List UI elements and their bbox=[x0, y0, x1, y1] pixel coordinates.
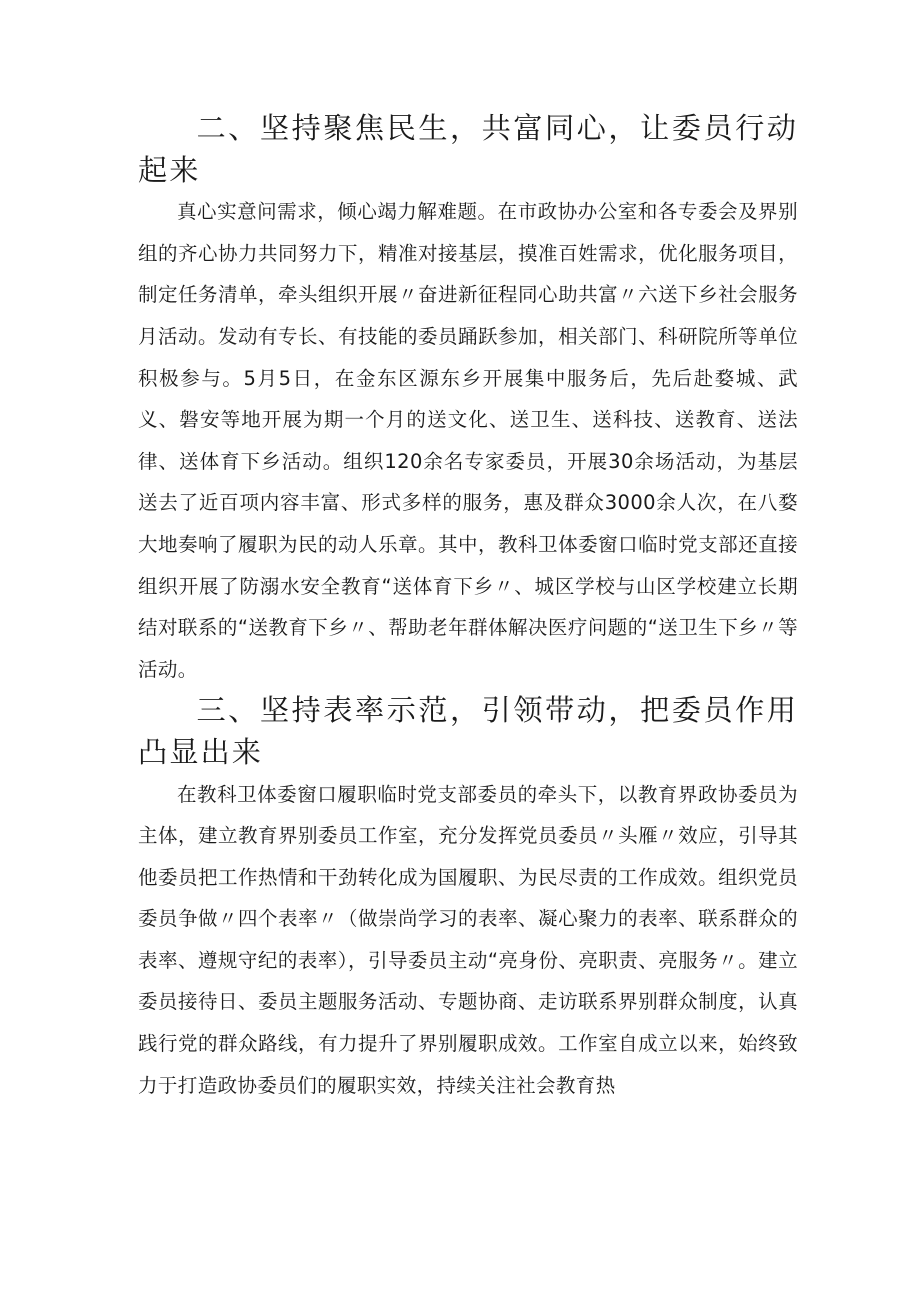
section-heading-3: 三、坚持表率示范，引领带动，把委员作用凸显出来 bbox=[138, 693, 798, 769]
section-paragraph-3: 在教科卫体委窗口履职临时党支部委员的牵头下，以教育界政协委员为主体，建立教育界别委员工作室，充分发挥党员委员〃头雁〃效应，引导其他委员把工作热情和干劲转化成为国履职、为民尽责的工作成效。组织党员委员争做〃四个表率〃（做崇尚学习的表率、凝心聚力的表率、联系群众的表率、遵规守纪的表率），引导委员主动“亮身份、亮职责、亮服务〃。建立委员接待日、委员主题服务活动、专题协商、走访联系界别群众制度，认真践行党的群众路线，有力提升了界别履职成效。工作室自成立以来，始终致力于打造政协委员们的履职实效，持续关注社会教育热 bbox=[138, 782, 798, 1097]
section-paragraph-2: 真心实意问需求，倾心竭力解难题。在市政协办公室和各专委会及界别组的齐心协力共同努力下，精准对接基层，摸准百姓需求，优化服务项目，制定任务清单，牵头组织开展〃奋进新征程同心助共富〃六送下乡社会服务月活动。发动有专长、有技能的委员踊跃参加，相关部门、科研院所等单位积极参与。5月5日，在金东区源东乡开展集中服务后，先后赴婺城、武义、磐安等地开展为期一个月的送文化、送卫生、送科技、送教育、送法律、送体育下乡活动。组织120余名专家委员，开展30余场活动，为基层送去了近百项内容丰富、形式多样的服务，惠及群众3000余人次，在八婺大地奏响了履职为民的动人乐章。其中，教科卫体委窗口临时党支部还直接组织开展了防溺水安全教育“送体育下乡〃、城区学校与山区学校建立长期结对联系的“送教育下乡〃、帮助老年群体解决医疗问题的“送卫生下乡〃等活动。 bbox=[138, 200, 798, 681]
document-body bbox=[138, 108, 798, 1106]
section-heading-2: 二、坚持聚焦民生，共富同心，让委员行动起来 bbox=[138, 111, 798, 187]
